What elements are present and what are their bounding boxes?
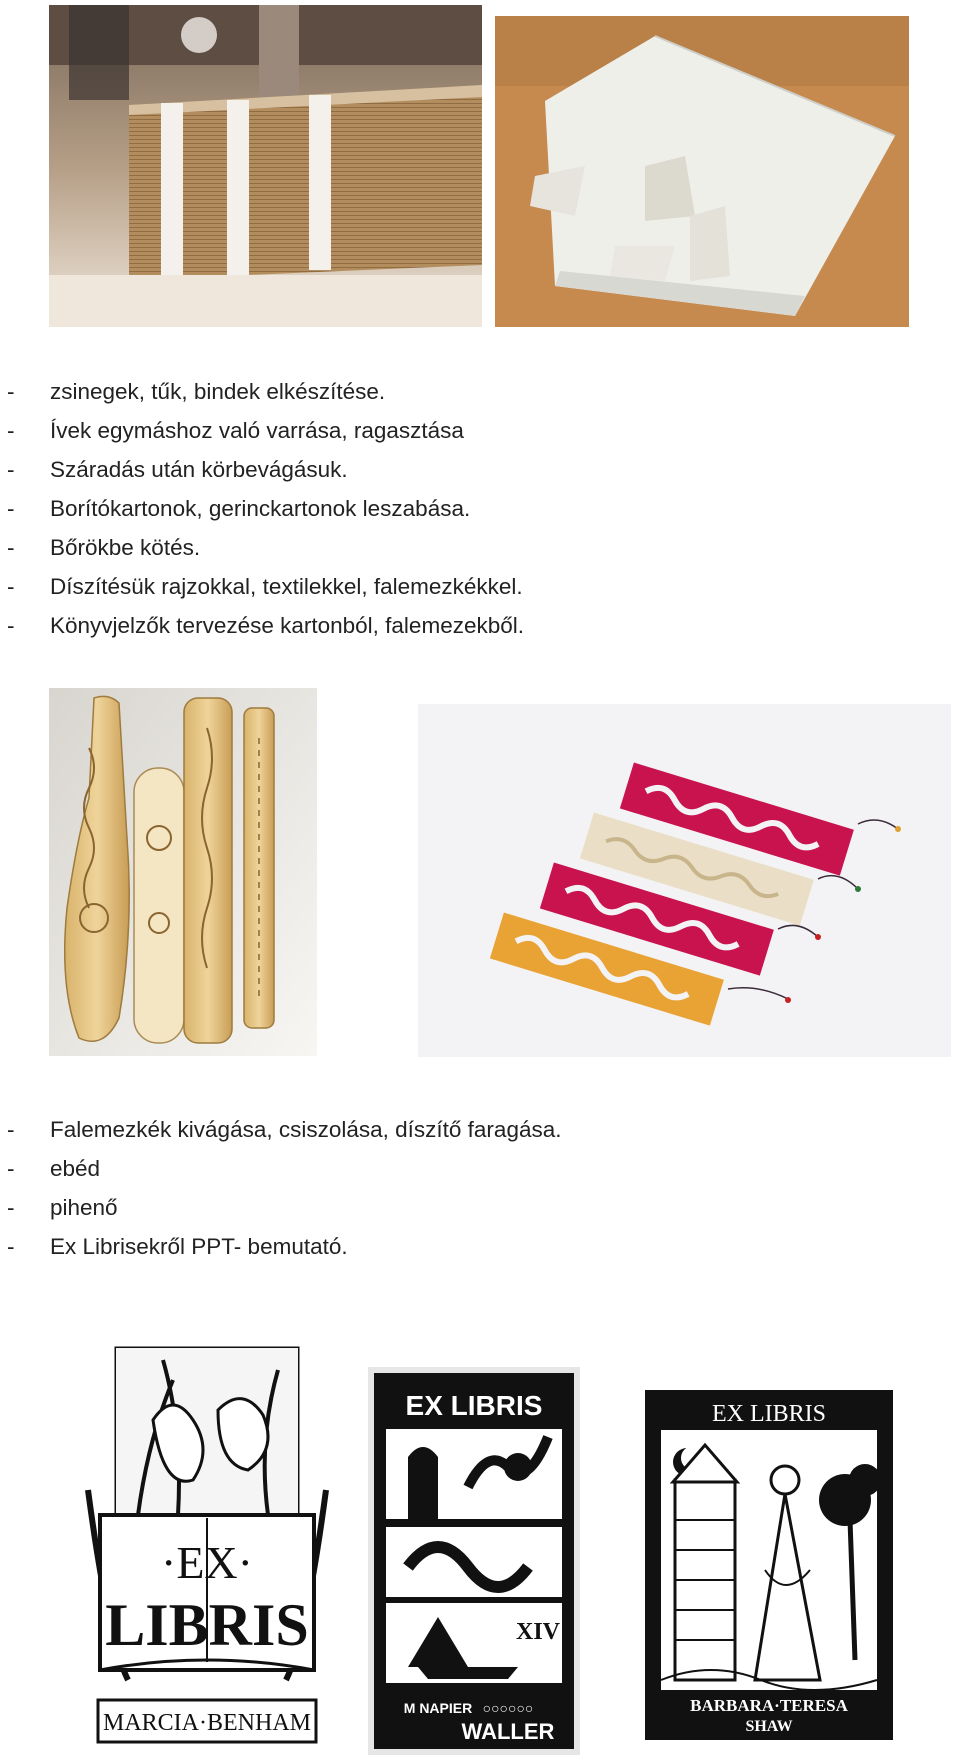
list-item-text: ebéd [50, 1156, 101, 1181]
plate-3-title: EX LIBRIS [712, 1401, 826, 1427]
exlibris-plate-ship [368, 1367, 580, 1755]
exlibris-plate-iris [78, 1340, 336, 1750]
book-block-photo [49, 5, 482, 327]
svg-text:○○○○○○: ○○○○○○ [482, 1700, 534, 1716]
plate-2-line-2: WALLER [461, 1719, 555, 1744]
wooden-bookmarks-photo [49, 688, 317, 1056]
exlibris-plate-maiden [645, 1390, 893, 1740]
plate-1-owner: MARCIA·BENHAM [102, 1710, 312, 1736]
plate-3-owner-1: BARBARA·TERESA [690, 1696, 848, 1715]
plate-1-title-2: LIBRIS [105, 1592, 309, 1658]
list-item-text: Könyvjelzők tervezése kartonból, falemezekből. [50, 613, 524, 638]
list-item-text: pihenő [50, 1195, 118, 1220]
plate-3-owner-2: SHAW [745, 1718, 793, 1735]
plate-2-title: EX LIBRIS [405, 1390, 543, 1421]
list-item-text: Borítókartonok, gerinckartonok leszabása. [50, 496, 471, 521]
folded-sheets-photo [495, 16, 909, 327]
list-item-text: Száradás után körbevágásuk. [50, 457, 348, 482]
paper-bookmarks-photo [418, 704, 951, 1057]
plate-2-line-1: M NAPIER [403, 1700, 473, 1716]
list-item-text: zsinegek, tűk, bindek elkészítése. [50, 379, 386, 404]
list-item-text: Falemezkék kivágása, csiszolása, díszítő faragása. [50, 1117, 562, 1142]
list-item-text: Díszítésük rajzokkal, textilekkel, falemezkékkel. [50, 574, 523, 599]
list-item-text: Ex Librisekről PPT- bemutató. [50, 1234, 348, 1259]
list-item-text: Ívek egymáshoz való varrása, ragasztása [50, 418, 464, 443]
plate-1-title-1: ·EX· [161, 1537, 253, 1588]
list-item-text: Bőrökbe kötés. [50, 535, 201, 560]
plate-2-roman: XIV [515, 1619, 561, 1645]
